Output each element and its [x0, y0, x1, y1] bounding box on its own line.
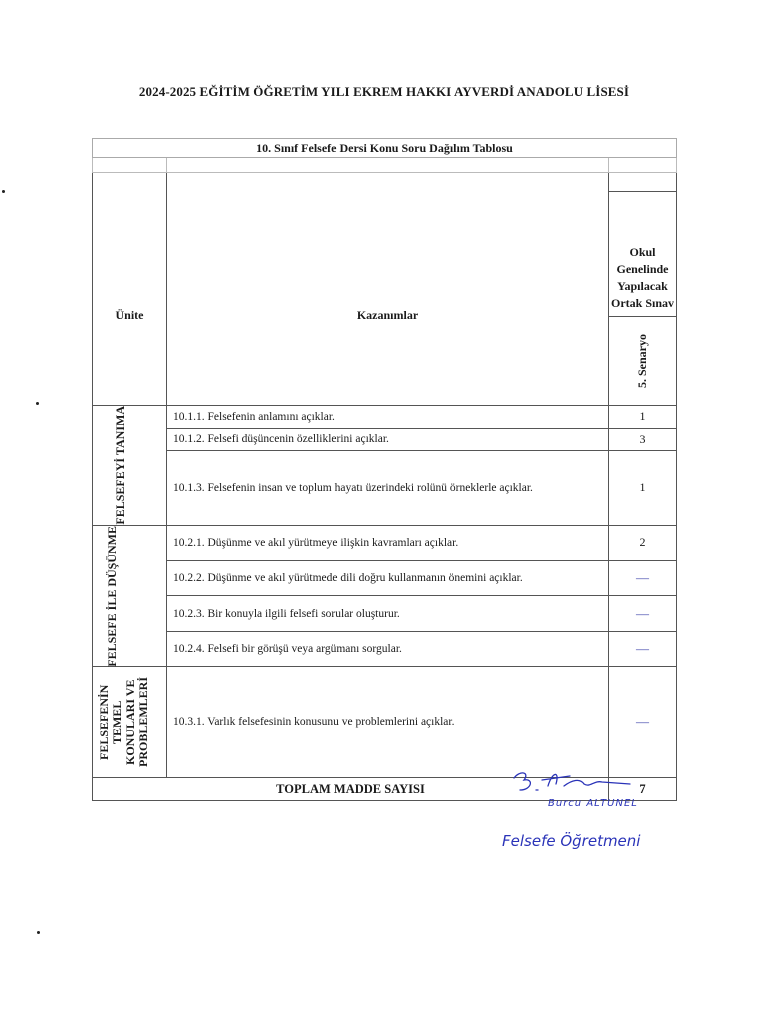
table-row [93, 406, 677, 429]
unit-cell [93, 667, 167, 778]
table-row [93, 631, 677, 666]
table-row [93, 428, 677, 451]
outcome-text: 10.1.2. Felsefi düşüncenin özelliklerini açıklar. [167, 428, 609, 451]
question-count: — [609, 561, 677, 596]
header-scenario-label: 5. Senaryo [635, 334, 650, 388]
outcome-text: 10.1.3. Felsefenin insan ve toplum hayatı üzerindeki rolünü örneklerle açıklar. [167, 451, 609, 526]
unit-cell [93, 525, 167, 667]
unit-label: FELSEFEYİ TANIMA [112, 406, 127, 525]
scan-speck [37, 931, 40, 934]
unit-cell [93, 406, 167, 526]
unit-label: FELSEFE İLE DÜŞÜNME [104, 525, 119, 667]
question-count: 1 [609, 406, 677, 429]
scan-speck [36, 402, 39, 405]
question-count: 3 [609, 428, 677, 451]
header-exam: Okul Genelinde Yapılacak Ortak Sınav [609, 192, 677, 317]
blank-row [93, 158, 677, 173]
outcome-text: 10.2.4. Felsefi bir görüşü veya argümanı sorgular. [167, 631, 609, 666]
total-value: 7 [609, 778, 677, 801]
page-title: 2024-2025 EĞİTİM ÖĞRETİM YILI EKREM HAKKI AYVERDİ ANADOLU LİSESİ [138, 84, 630, 99]
table-caption: 10. Sınıf Felsefe Dersi Konu Soru Dağılım Tablosu [93, 139, 677, 158]
outcome-text: 10.2.2. Düşünme ve akıl yürütmede dili doğru kullanmanın önemini açıklar. [167, 561, 609, 596]
table-row [93, 596, 677, 631]
question-count: — [609, 631, 677, 666]
signature-name: Burcu ALTUNEL [548, 798, 638, 809]
question-distribution-table [92, 138, 677, 801]
outcome-text: 10.3.1. Varlık felsefesinin konusunu ve problemlerini açıklar. [167, 667, 609, 778]
table-row [93, 525, 677, 560]
scan-speck [2, 190, 5, 193]
total-label: TOPLAM MADDE SAYISI [93, 778, 609, 801]
header-exam-top [609, 173, 677, 192]
header-unit: Ünite [93, 173, 167, 406]
question-count: — [609, 596, 677, 631]
outcome-text: 10.1.1. Felsefenin anlamını açıklar. [167, 406, 609, 429]
header-scenario [609, 317, 677, 406]
question-count: 1 [609, 451, 677, 526]
unit-label: FELSEFENİN TEMEL KONULARI VE PROBLEMLERİ [96, 677, 150, 768]
table-row [93, 451, 677, 526]
question-count: 2 [609, 525, 677, 560]
header-outcomes: Kazanımlar [167, 173, 609, 406]
signature [490, 760, 670, 800]
outcome-text: 10.2.1. Düşünme ve akıl yürütmeye ilişkin kavramları açıklar. [167, 525, 609, 560]
signature-role: Felsefe Öğretmeni [502, 832, 641, 850]
table-row [93, 561, 677, 596]
outcome-text: 10.2.3. Bir konuyla ilgili felsefi sorular oluşturur. [167, 596, 609, 631]
question-count: — [609, 667, 677, 778]
